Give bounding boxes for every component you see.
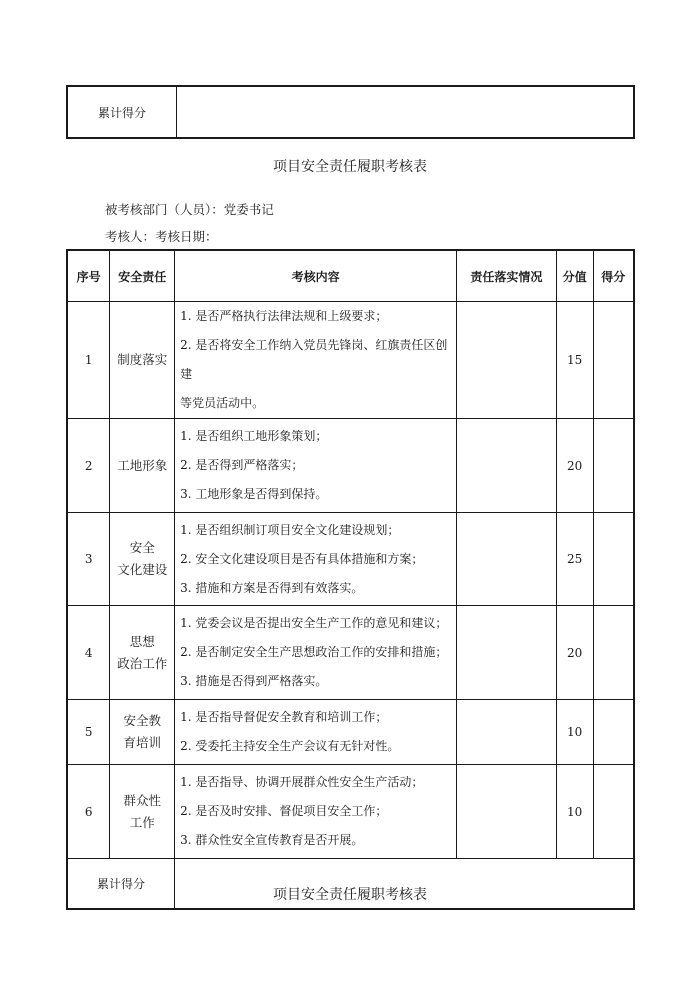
row-responsibility bbox=[110, 765, 175, 859]
row-responsibility bbox=[110, 606, 175, 700]
row-score: 10 bbox=[556, 765, 593, 859]
table-row bbox=[67, 419, 634, 513]
header-responsibility: 安全责任 bbox=[110, 250, 175, 302]
row-num: 2 bbox=[67, 419, 110, 513]
content-item: 2. 是否及时安排、督促项目安全工作； bbox=[180, 804, 388, 818]
table-row bbox=[67, 302, 634, 419]
row-implementation bbox=[457, 513, 557, 606]
row-responsibility bbox=[110, 513, 175, 606]
row-obtained bbox=[593, 700, 634, 765]
responsibility-line: 政治工作 bbox=[117, 655, 168, 671]
header-score: 分值 bbox=[556, 250, 593, 302]
responsibility-line: 工地形象 bbox=[117, 457, 168, 473]
responsibility-line: 育培训 bbox=[123, 735, 161, 750]
examinee-line: 被考核部门（人员）：党委书记 bbox=[105, 202, 274, 217]
responsibility-line: 文化建设 bbox=[117, 562, 168, 577]
table-row bbox=[67, 606, 634, 700]
row-num: 6 bbox=[67, 765, 110, 859]
row-content bbox=[175, 765, 457, 859]
content-item: 1. 是否指导督促安全教育和培训工作； bbox=[180, 710, 388, 724]
content-item: 1. 是否指导、协调开展群众性安全生产活动； bbox=[180, 775, 424, 789]
row-score: 25 bbox=[556, 513, 593, 606]
row-implementation bbox=[457, 765, 557, 859]
form-title: 项目安全责任履职考核表 bbox=[273, 159, 427, 175]
responsibility-line: 安全 bbox=[129, 540, 155, 555]
content-item: 2. 是否将安全工作纳入党员先锋岗、红旗责任区创建 bbox=[180, 338, 448, 381]
responsibility-line: 制度落实 bbox=[117, 352, 168, 367]
responsibility-line: 群众性 bbox=[123, 792, 161, 808]
row-implementation bbox=[457, 419, 557, 513]
table-row bbox=[67, 765, 634, 859]
responsibility-line: 工作 bbox=[129, 814, 155, 830]
row-content bbox=[175, 419, 457, 513]
row-num: 4 bbox=[67, 606, 110, 700]
row-obtained bbox=[593, 302, 634, 419]
row-num: 3 bbox=[67, 513, 110, 606]
row-score: 20 bbox=[556, 419, 593, 513]
row-score: 20 bbox=[556, 606, 593, 700]
content-item: 2. 受委托主持安全生产会议有无针对性。 bbox=[180, 739, 400, 753]
row-obtained bbox=[593, 765, 634, 859]
row-obtained bbox=[593, 606, 634, 700]
header-implementation: 责任落实情况 bbox=[457, 250, 557, 302]
total-label: 累计得分 bbox=[67, 86, 177, 138]
table-row bbox=[67, 513, 634, 606]
row-obtained bbox=[593, 513, 634, 606]
row-responsibility bbox=[110, 700, 175, 765]
content-item: 1. 是否组织工地形象策划； bbox=[180, 429, 328, 443]
content-item: 1. 是否严格执行法律法规和上级要求； bbox=[180, 309, 388, 323]
header-obtained: 得分 bbox=[593, 250, 634, 302]
content-item: 3. 群众性安全宣传教育是否开展。 bbox=[180, 833, 364, 847]
row-num: 1 bbox=[67, 302, 110, 419]
row-score: 15 bbox=[556, 302, 593, 419]
row-content bbox=[175, 513, 457, 606]
table-row bbox=[67, 700, 634, 765]
row-score: 10 bbox=[556, 700, 593, 765]
content-item: 2. 安全文化建设项目是否有具体措施和方案； bbox=[180, 551, 424, 566]
assessment-table bbox=[66, 249, 635, 910]
content-item: 1. 是否组织制订项目安全文化建设规划； bbox=[180, 522, 400, 537]
previous-table-total bbox=[66, 85, 635, 139]
content-item: 1. 党委会议是否提出安全生产工作的意见和建议； bbox=[180, 616, 448, 630]
row-content bbox=[175, 700, 457, 765]
responsibility-line: 思想 bbox=[129, 633, 155, 649]
header-num: 序号 bbox=[67, 250, 110, 302]
header-content: 考核内容 bbox=[175, 250, 457, 302]
content-item: 3. 措施是否得到严格落实。 bbox=[180, 674, 328, 688]
row-responsibility bbox=[110, 302, 175, 419]
row-implementation bbox=[457, 606, 557, 700]
content-item: 2. 是否得到严格落实； bbox=[180, 458, 304, 472]
table-header-row bbox=[67, 250, 634, 302]
row-obtained bbox=[593, 419, 634, 513]
row-responsibility bbox=[110, 419, 175, 513]
next-form-title: 项目安全责任履职考核表 bbox=[273, 887, 427, 903]
row-content bbox=[175, 302, 457, 419]
responsibility-line: 安全教 bbox=[123, 713, 161, 728]
row-content bbox=[175, 606, 457, 700]
content-item: 等党员活动中。 bbox=[180, 396, 265, 410]
total-value-cell bbox=[177, 86, 635, 138]
content-item: 3. 工地形象是否得到保持。 bbox=[180, 487, 328, 501]
content-item: 2. 是否制定安全生产思想政治工作的安排和措施； bbox=[180, 645, 448, 659]
assessor-line: 考核人：考核日期： bbox=[105, 229, 218, 244]
row-implementation bbox=[457, 302, 557, 419]
row-implementation bbox=[457, 700, 557, 765]
row-num: 5 bbox=[67, 700, 110, 765]
total-label: 累计得分 bbox=[67, 859, 175, 909]
content-item: 3. 措施和方案是否得到有效落实。 bbox=[180, 580, 364, 595]
